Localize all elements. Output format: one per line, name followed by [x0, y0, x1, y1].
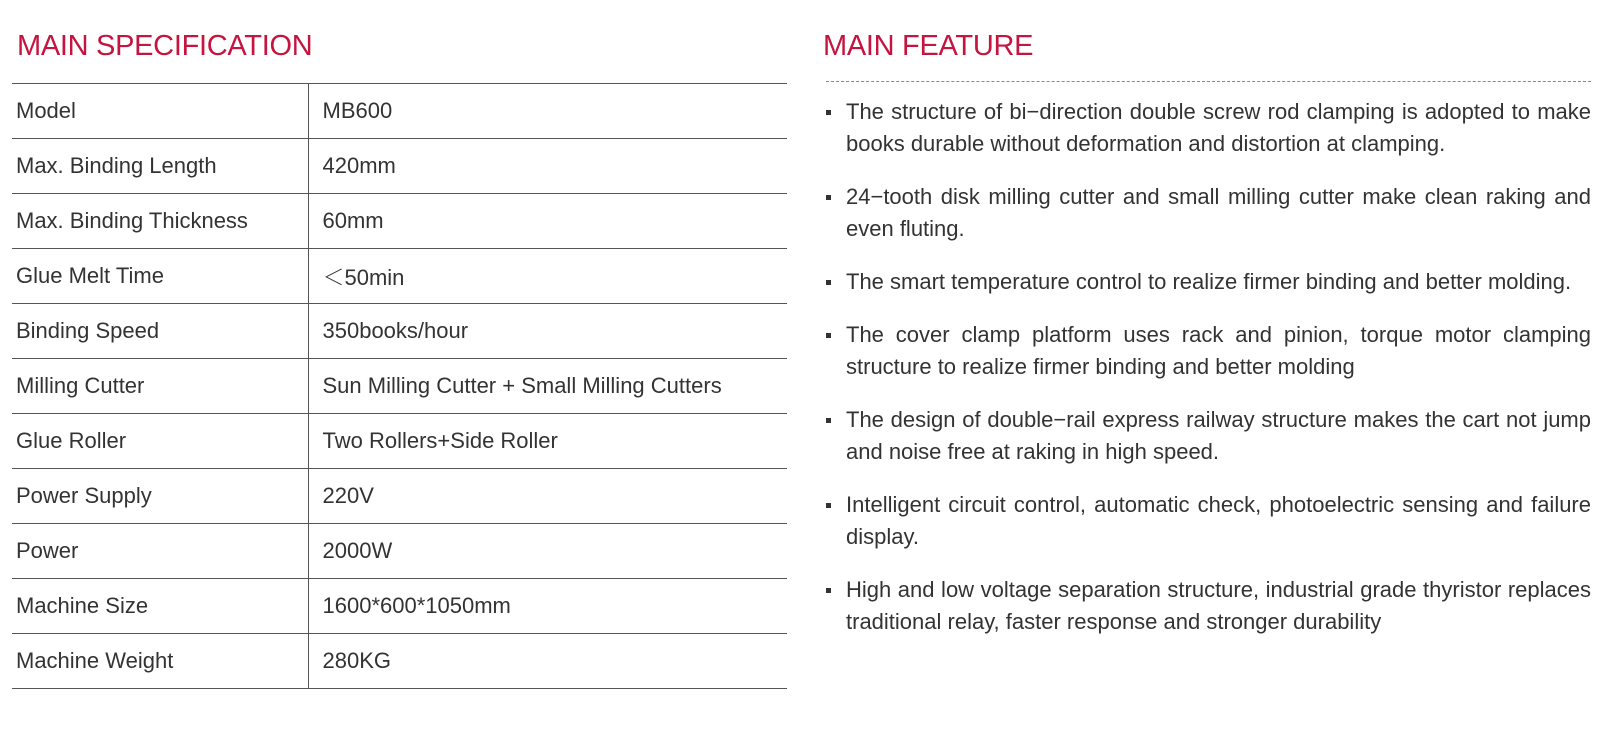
- bullet-icon: [826, 280, 831, 285]
- spec-row: [12, 634, 787, 689]
- spec-row: [12, 579, 787, 634]
- feature-text: High and low voltage separation structure, industrial grade thyristor replaces traditional relay, faster response and stronger durability: [846, 577, 1591, 634]
- spec-value: 350books/hour: [308, 304, 787, 359]
- feature-item: [824, 96, 1591, 160]
- spec-label: Machine Size: [12, 579, 308, 634]
- spec-row: [12, 139, 787, 194]
- feature-text: Intelligent circuit control, automatic check, photoelectric sensing and failure display.: [846, 492, 1591, 549]
- spec-row: [12, 469, 787, 524]
- spec-value: MB600: [308, 84, 787, 139]
- feature-text: 24−tooth disk milling cutter and small milling cutter make clean raking and even fluting.: [846, 184, 1591, 241]
- spec-label: Machine Weight: [12, 634, 308, 689]
- feature-item: [824, 574, 1591, 638]
- bullet-icon: [826, 333, 831, 338]
- spec-value: ＜50min: [308, 249, 787, 304]
- spec-heading: MAIN SPECIFICATION: [17, 30, 313, 62]
- spec-value: 420mm: [308, 139, 787, 194]
- feature-list: [824, 96, 1591, 659]
- spec-label: Max. Binding Length: [12, 139, 308, 194]
- spec-row: [12, 359, 787, 414]
- spec-value: 2000W: [308, 524, 787, 579]
- spec-label: Max. Binding Thickness: [12, 194, 308, 249]
- spec-label: Power Supply: [12, 469, 308, 524]
- spec-label: Glue Roller: [12, 414, 308, 469]
- spec-value: 1600*600*1050mm: [308, 579, 787, 634]
- dashed-divider: [826, 81, 1591, 82]
- spec-row: [12, 194, 787, 249]
- spec-label: Power: [12, 524, 308, 579]
- spec-row: [12, 524, 787, 579]
- feature-item: [824, 181, 1591, 245]
- bullet-icon: [826, 418, 831, 423]
- feature-item: [824, 319, 1591, 383]
- spec-value: Sun Milling Cutter + Small Milling Cutters: [308, 359, 787, 414]
- feature-item: [824, 489, 1591, 553]
- bullet-icon: [826, 195, 831, 200]
- spec-row: [12, 304, 787, 359]
- spec-value: 60mm: [308, 194, 787, 249]
- spec-label: Model: [12, 84, 308, 139]
- feature-text: The smart temperature control to realize firmer binding and better molding.: [846, 269, 1572, 294]
- spec-row: [12, 249, 787, 304]
- bullet-icon: [826, 110, 831, 115]
- feature-text: The structure of bi−direction double screw rod clamping is adopted to make books durable without deformation and distortion at clamping.: [846, 99, 1591, 156]
- feature-item: [824, 404, 1591, 468]
- spec-label: Milling Cutter: [12, 359, 308, 414]
- spec-row: [12, 84, 787, 139]
- feature-item: [824, 266, 1591, 298]
- spec-value: 280KG: [308, 634, 787, 689]
- spec-value: 220V: [308, 469, 787, 524]
- feature-heading: MAIN FEATURE: [823, 30, 1034, 62]
- bullet-icon: [826, 588, 831, 593]
- spec-value: Two Rollers+Side Roller: [308, 414, 787, 469]
- spec-row: [12, 414, 787, 469]
- spec-label: Binding Speed: [12, 304, 308, 359]
- spec-label: Glue Melt Time: [12, 249, 308, 304]
- spec-table: [12, 83, 787, 689]
- bullet-icon: [826, 503, 831, 508]
- feature-text: The design of double−rail express railway structure makes the cart not jump and noise free at raking in high speed.: [846, 407, 1591, 464]
- feature-text: The cover clamp platform uses rack and pinion, torque motor clamping structure to realize firmer binding and better molding: [846, 322, 1591, 379]
